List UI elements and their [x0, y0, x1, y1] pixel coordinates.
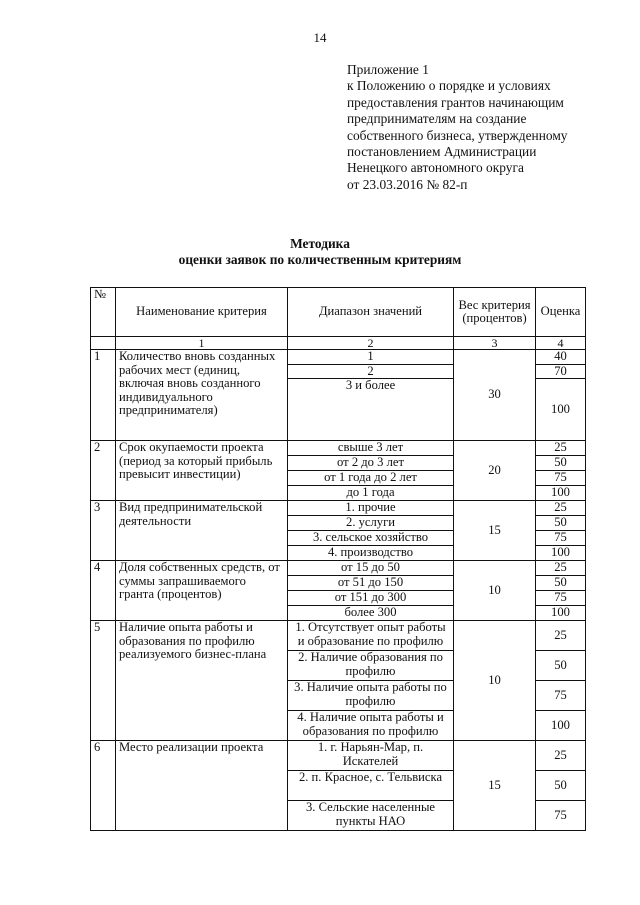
appendix-line: собственного бизнеса, утвержденному — [347, 127, 568, 143]
value-range-cell: от 15 до 50 — [288, 561, 454, 576]
title-line-1: Методика — [290, 236, 350, 251]
score-cell: 75 — [536, 801, 586, 831]
score-cell: 70 — [536, 364, 586, 379]
column-number: 1 — [116, 337, 288, 350]
criterion-number: 6 — [91, 741, 116, 831]
value-range-cell: 1. прочие — [288, 501, 454, 516]
value-range-cell: 2. Наличие образования по профилю — [288, 651, 454, 681]
criterion-name: Доля собственных средств, от суммы запрашиваемого гранта (процентов) — [116, 561, 288, 621]
value-range-cell: от 51 до 150 — [288, 576, 454, 591]
criterion-name: Срок окупаемости проекта (период за который прибыль превысит инвестиции) — [116, 441, 288, 501]
criterion-number: 3 — [91, 501, 116, 561]
score-cell: 25 — [536, 741, 586, 771]
criterion-name: Количество вновь созданных рабочих мест (единиц, включая вновь созданного индивидуального предпринимателя) — [116, 350, 288, 441]
value-range-cell: 2. услуги — [288, 516, 454, 531]
criteria-table-body — [91, 288, 586, 831]
score-cell: 75 — [536, 471, 586, 486]
title-line-2: оценки заявок по количественным критериям — [178, 252, 462, 267]
criterion-name: Наличие опыта работы и образования по профилю реализуемого бизнес-плана — [116, 621, 288, 741]
value-range-cell: 4. Наличие опыта работы и образования по профилю — [288, 711, 454, 741]
weight-cell: 10 — [454, 621, 536, 741]
appendix-line: предоставления грантов начинающим — [347, 94, 564, 110]
score-cell: 100 — [536, 379, 586, 441]
appendix-note — [347, 62, 617, 193]
header-weight: Вес критерия (процентов) — [454, 288, 536, 337]
score-cell: 50 — [536, 456, 586, 471]
criterion-row — [91, 441, 586, 456]
value-range-cell: свыше 3 лет — [288, 441, 454, 456]
column-number: 3 — [454, 337, 536, 350]
appendix-line: постановлением Администрации — [347, 144, 537, 160]
score-cell: 100 — [536, 711, 586, 741]
score-cell: 100 — [536, 546, 586, 561]
header-number: № — [91, 288, 116, 337]
value-range-cell: от 151 до 300 — [288, 591, 454, 606]
score-cell: 50 — [536, 576, 586, 591]
header-score: Оценка — [536, 288, 586, 337]
value-range-cell: 1 — [288, 350, 454, 365]
page-number: 14 — [313, 30, 327, 45]
appendix-line: предпринимателям на создание — [347, 111, 527, 127]
appendix-line: Ненецкого автономного округа — [347, 160, 524, 176]
value-range-cell: 3 и более — [288, 379, 454, 441]
appendix-line: к Положению о порядке и условиях — [347, 78, 551, 94]
value-range-cell: более 300 — [288, 606, 454, 621]
criterion-row — [91, 561, 586, 576]
value-range-cell: от 2 до 3 лет — [288, 456, 454, 471]
score-cell: 25 — [536, 561, 586, 576]
value-range-cell: 3. Наличие опыта работы по профилю — [288, 681, 454, 711]
appendix-line: Приложение 1 — [347, 62, 429, 77]
value-range-cell: 4. производство — [288, 546, 454, 561]
column-number-empty — [91, 337, 116, 350]
weight-cell: 10 — [454, 561, 536, 621]
weight-cell: 30 — [454, 350, 536, 441]
weight-cell: 20 — [454, 441, 536, 501]
column-number: 2 — [288, 337, 454, 350]
criterion-name: Место реализации проекта — [116, 741, 288, 831]
header-row — [91, 288, 586, 337]
criterion-row — [91, 621, 586, 651]
column-numbers-row — [91, 337, 586, 350]
value-range-cell: 2. п. Красное, с. Тельвиска — [288, 771, 454, 801]
appendix-line: от 23.03.2016 № 82-п — [347, 176, 468, 192]
criterion-number: 4 — [91, 561, 116, 621]
criterion-row — [91, 501, 586, 516]
column-number: 4 — [536, 337, 586, 350]
criterion-row — [91, 350, 586, 365]
score-cell: 75 — [536, 531, 586, 546]
criterion-number: 2 — [91, 441, 116, 501]
header-value-range: Диапазон значений — [288, 288, 454, 337]
weight-cell: 15 — [454, 501, 536, 561]
weight-cell: 15 — [454, 741, 536, 831]
score-cell: 100 — [536, 606, 586, 621]
score-cell: 75 — [536, 681, 586, 711]
value-range-cell: 3. сельское хозяйство — [288, 531, 454, 546]
value-range-cell: до 1 года — [288, 486, 454, 501]
score-cell: 25 — [536, 441, 586, 456]
score-cell: 25 — [536, 501, 586, 516]
value-range-cell: 1. Отсутствует опыт работы и образование по профилю — [288, 621, 454, 651]
document-title — [0, 236, 640, 268]
score-cell: 75 — [536, 591, 586, 606]
score-cell: 50 — [536, 516, 586, 531]
value-range-cell: 2 — [288, 364, 454, 379]
criterion-number: 1 — [91, 350, 116, 441]
score-cell: 50 — [536, 771, 586, 801]
header-criterion-name: Наименование критерия — [116, 288, 288, 337]
score-cell: 40 — [536, 350, 586, 365]
criterion-row — [91, 741, 586, 771]
value-range-cell: от 1 года до 2 лет — [288, 471, 454, 486]
value-range-cell: 1. г. Нарьян-Мар, п. Искателей — [288, 741, 454, 771]
criterion-number: 5 — [91, 621, 116, 741]
score-cell: 25 — [536, 621, 586, 651]
criteria-table — [90, 287, 586, 831]
criterion-name: Вид предпринимательской деятельности — [116, 501, 288, 561]
score-cell: 50 — [536, 651, 586, 681]
score-cell: 100 — [536, 486, 586, 501]
value-range-cell: 3. Сельские населенные пункты НАО — [288, 801, 454, 831]
